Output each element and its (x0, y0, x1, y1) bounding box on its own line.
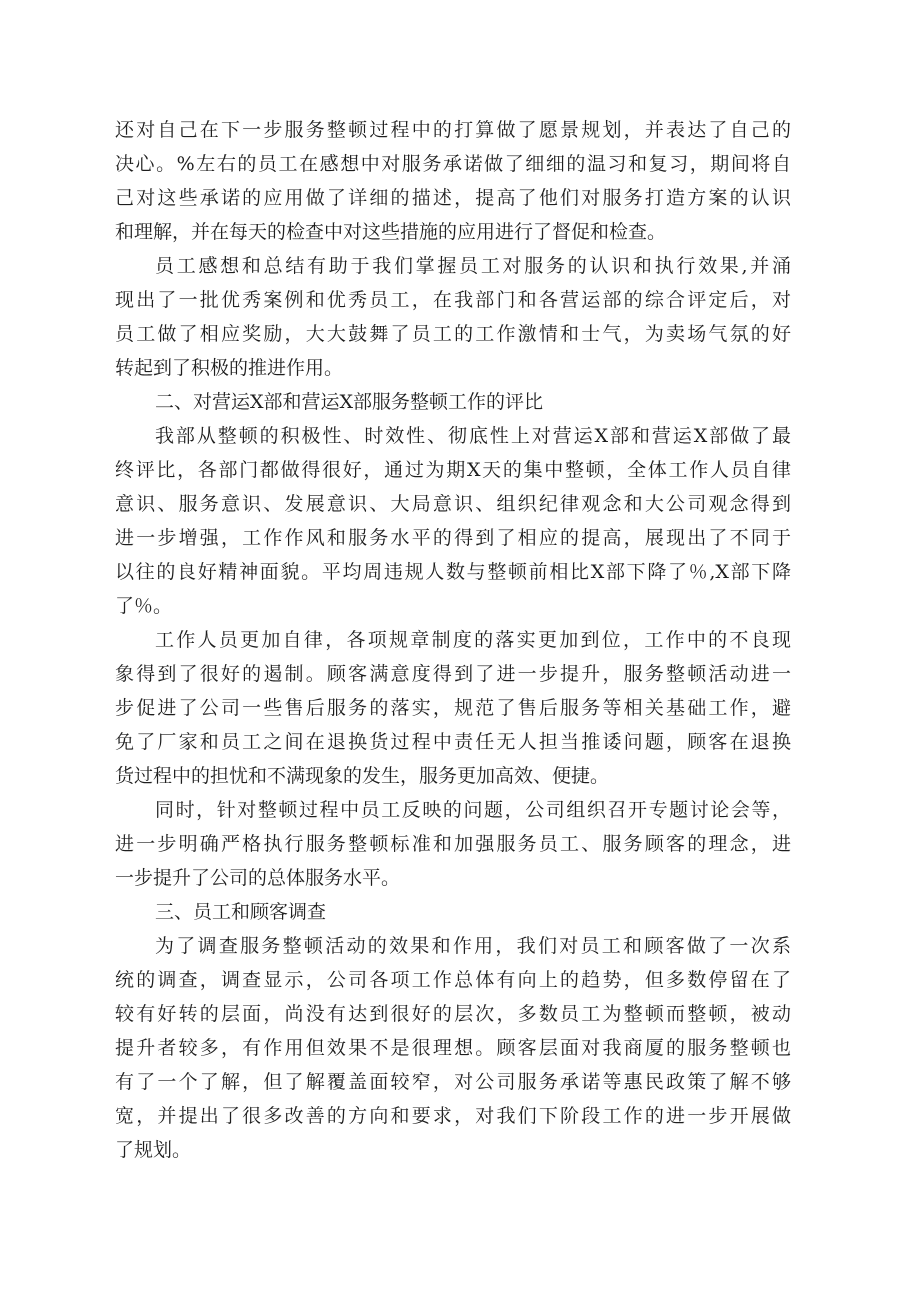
text-line: 意识、服务意识、发展意识、大局意识、组织纪律观念和大公司观念得到 (115, 493, 791, 515)
paragraph (115, 419, 791, 623)
text-line: 进一步明确严格执行服务整顿标准和加强服务员工、服务顾客的理念，进 (115, 833, 791, 855)
text-line: 三、员工和顾客调查 (155, 901, 327, 923)
text-line: 有了一个了解，但了解覆盖面较窄，对公司服务承诺等惠民政策了解不够 (115, 1071, 791, 1093)
text-line: 一步提升了公司的总体服务水平。 (115, 867, 401, 889)
text-line: 决心。%左右的员工在感想中对服务承诺做了细细的温习和复习，期间将自 (115, 153, 791, 175)
text-line: 为了调查服务整顿活动的效果和作用，我们对员工和顾客做了一次系 (155, 935, 791, 957)
text-line: 员工做了相应奖励，大大鼓舞了员工的工作激情和士气，为卖场气氛的好 (115, 323, 791, 345)
text-line: 了规划。 (115, 1139, 192, 1161)
text-line: 终评比，各部门都做得很好，通过为期X天的集中整顿，全体工作人员自律 (115, 459, 791, 481)
text-line: 象得到了很好的遏制。顾客满意度得到了进一步提升，服务整顿活动进一 (115, 663, 791, 685)
text-line: 宽，并提出了很多改善的方向和要求，对我们下阶段工作的进一步开展做 (115, 1105, 791, 1127)
text-line: 以往的良好精神面貌。平均周违规人数与整顿前相比X部下降了％,X部下降 (115, 561, 791, 583)
document-body (115, 113, 791, 1167)
text-line: 二、对营运X部和营运X部服务整顿工作的评比 (155, 391, 544, 413)
text-line: 免了厂家和员工之间在退换货过程中责任无人担当推诿问题，顾客在退换 (115, 731, 791, 753)
paragraph (115, 113, 791, 249)
section-heading (115, 895, 791, 929)
paragraph (115, 929, 791, 1167)
paragraph (115, 793, 791, 895)
text-line: 还对自己在下一步服务整顿过程中的打算做了愿景规划，并表达了自己的 (115, 119, 791, 141)
text-line: 较有好转的层面，尚没有达到很好的层次，多数员工为整顿而整顿，被动 (115, 1003, 791, 1025)
paragraph (115, 249, 791, 385)
paragraph (115, 623, 791, 793)
text-line: 了％。 (115, 595, 173, 617)
text-line: 步促进了公司一些售后服务的落实，规范了售后服务等相关基础工作，避 (115, 697, 791, 719)
text-line: 和理解，并在每天的检查中对这些措施的应用进行了督促和检查。 (115, 221, 667, 243)
text-line: 同时，针对整顿过程中员工反映的问题，公司组织召开专题讨论会等， (155, 799, 791, 821)
text-line: 提升者较多，有作用但效果不是很理想。顾客层面对我商厦的服务整顿也 (115, 1037, 791, 1059)
text-line: 我部从整顿的积极性、时效性、彻底性上对营运X部和营运X部做了最 (155, 425, 791, 447)
text-line: 现出了一批优秀案例和优秀员工，在我部门和各营运部的综合评定后，对 (115, 289, 791, 311)
text-line: 工作人员更加自律，各项规章制度的落实更加到位，工作中的不良现 (155, 629, 791, 651)
text-line: 进一步增强，工作作风和服务水平的得到了相应的提高，展现出了不同于 (115, 527, 791, 549)
text-line: 转起到了积极的推进作用。 (115, 357, 344, 379)
section-heading (115, 385, 791, 419)
text-line: 员工感想和总结有助于我们掌握员工对服务的认识和执行效果,并涌 (155, 255, 791, 277)
text-line: 统的调查，调查显示，公司各项工作总体有向上的趋势，但多数停留在了 (115, 969, 791, 991)
text-line: 货过程中的担忧和不满现象的发生，服务更加高效、便捷。 (115, 765, 610, 787)
text-line: 己对这些承诺的应用做了详细的描述，提高了他们对服务打造方案的认识 (115, 187, 791, 209)
